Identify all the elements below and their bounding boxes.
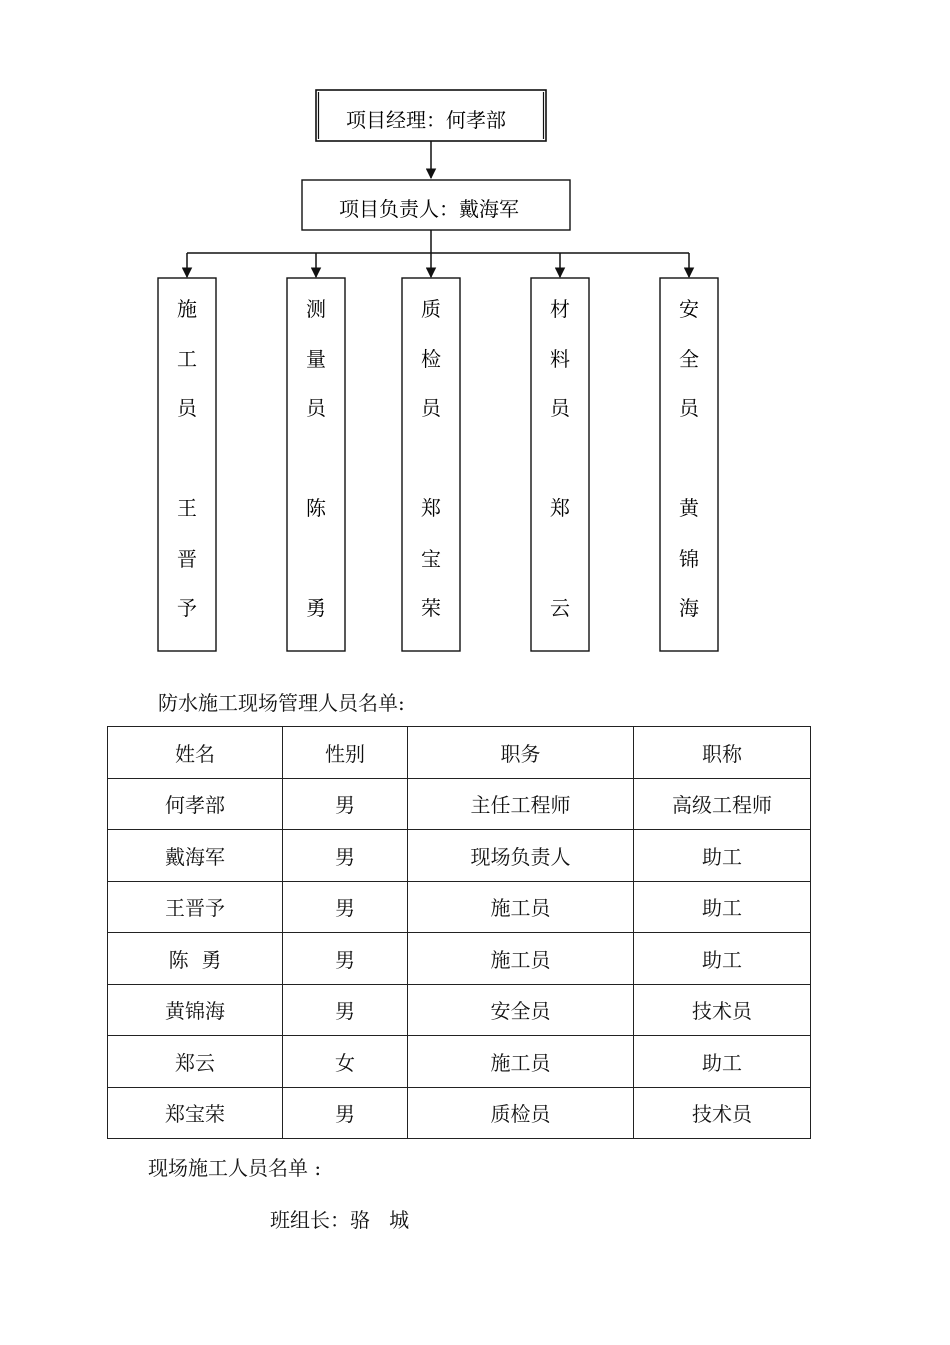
team-leader: 班组长：骆 城 [270, 1208, 410, 1232]
cell-title: 助工 [634, 830, 811, 882]
role-char: 安 [679, 297, 699, 321]
management-list-title: 防水施工现场管理人员名单: [158, 691, 405, 715]
cell-name: 郑云 [108, 1036, 283, 1088]
table-row [108, 830, 811, 882]
table-row [108, 881, 811, 933]
table-row [108, 1036, 811, 1088]
role-char: 员 [306, 396, 326, 420]
role-char: 检 [421, 347, 441, 371]
role-char: 料 [550, 347, 570, 371]
manager-box [316, 90, 546, 141]
cell-name: 王晋予 [108, 881, 283, 933]
cell-gender: 男 [283, 933, 408, 985]
person-char: 勇 [306, 596, 326, 620]
cell-title: 助工 [634, 933, 811, 985]
role-char: 员 [177, 396, 197, 420]
manager-label: 项目经理：何孝部 [346, 108, 506, 132]
header-name: 姓名 [108, 727, 283, 779]
role-boxes [158, 253, 718, 651]
table-header-row [108, 727, 811, 779]
role-char: 量 [306, 347, 326, 371]
cell-name: 郑宝荣 [108, 1087, 283, 1139]
role-char: 测 [306, 297, 326, 321]
cell-name: 陈 勇 [108, 933, 283, 985]
person-char: 郑 [550, 496, 570, 520]
cell-position: 施工员 [408, 1036, 634, 1088]
person-char: 海 [679, 596, 699, 620]
role-char: 施 [177, 297, 197, 321]
role-char: 员 [679, 396, 699, 420]
role-char: 材 [550, 297, 570, 321]
cell-gender: 女 [283, 1036, 408, 1088]
cell-position: 现场负责人 [408, 830, 634, 882]
lead-box [302, 180, 570, 230]
cell-name: 黄锦海 [108, 984, 283, 1036]
cell-gender: 男 [283, 778, 408, 830]
person-char: 黄 [679, 496, 699, 520]
person-char: 云 [550, 596, 570, 620]
person-char: 予 [177, 596, 197, 620]
cell-position: 主任工程师 [408, 778, 634, 830]
role-char: 全 [679, 347, 699, 371]
role-char: 质 [421, 297, 441, 321]
table-row [108, 933, 811, 985]
person-char: 锦 [679, 547, 699, 571]
cell-position: 质检员 [408, 1087, 634, 1139]
header-gender: 性别 [283, 727, 408, 779]
cell-gender: 男 [283, 830, 408, 882]
role-char: 工 [177, 347, 197, 371]
cell-gender: 男 [283, 1087, 408, 1139]
person-char: 晋 [177, 547, 197, 571]
cell-name: 戴海军 [108, 830, 283, 882]
workers-list-title: 现场施工人员名单 : [148, 1156, 322, 1180]
cell-name: 何孝部 [108, 778, 283, 830]
role-char: 员 [550, 396, 570, 420]
header-position: 职务 [408, 727, 634, 779]
org-chart [0, 0, 950, 670]
cell-title: 助工 [634, 881, 811, 933]
person-char: 王 [177, 496, 197, 520]
cell-title: 技术员 [634, 1087, 811, 1139]
cell-gender: 男 [283, 881, 408, 933]
cell-gender: 男 [283, 984, 408, 1036]
cell-position: 施工员 [408, 933, 634, 985]
cell-title: 助工 [634, 1036, 811, 1088]
cell-position: 施工员 [408, 881, 634, 933]
cell-position: 安全员 [408, 984, 634, 1036]
table-row [108, 778, 811, 830]
management-staff-table [107, 726, 811, 1139]
person-char: 宝 [421, 547, 441, 571]
table-row [108, 1087, 811, 1139]
role-char: 员 [421, 396, 441, 420]
cell-title: 技术员 [634, 984, 811, 1036]
table-row [108, 984, 811, 1036]
person-char: 陈 [306, 496, 326, 520]
person-char: 荣 [421, 596, 441, 620]
header-title: 职称 [634, 727, 811, 779]
cell-title: 高级工程师 [634, 778, 811, 830]
person-char: 郑 [421, 496, 441, 520]
lead-label: 项目负责人：戴海军 [339, 197, 519, 221]
